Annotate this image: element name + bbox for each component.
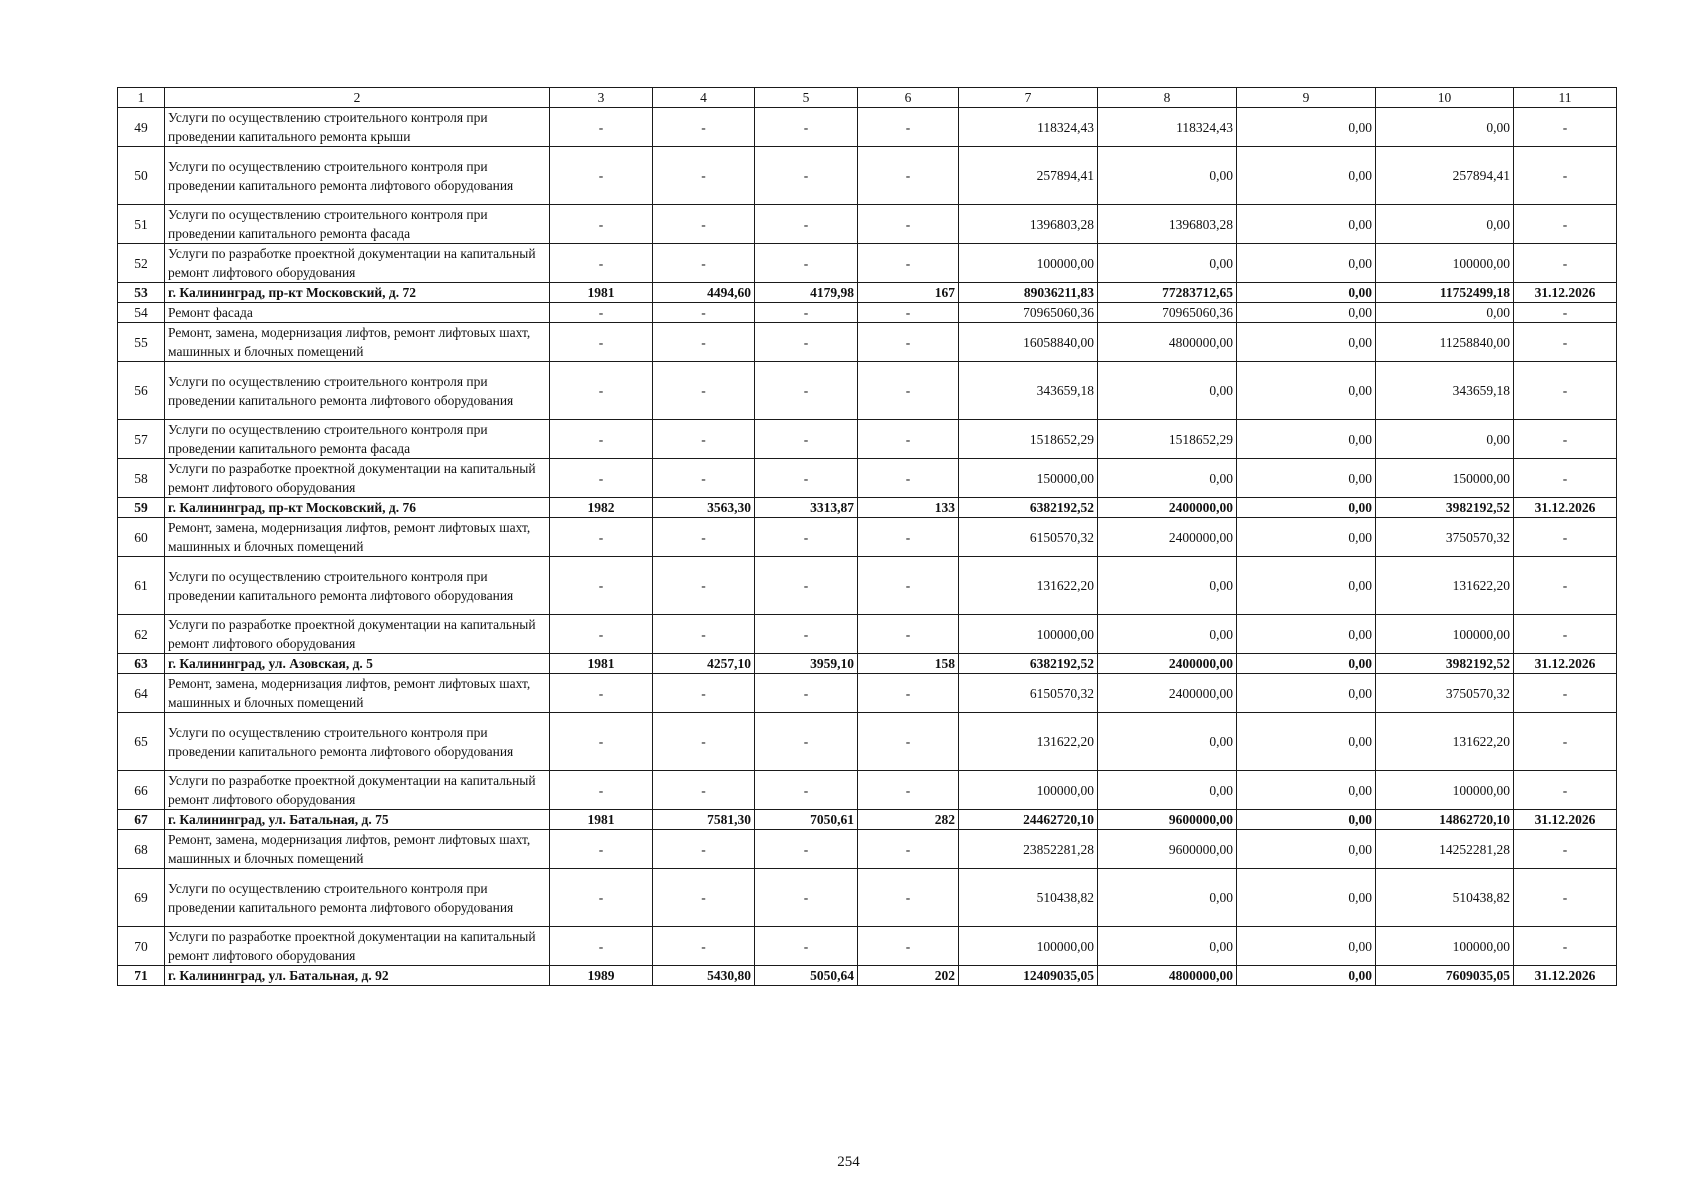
amount-cell: 0,00 (1237, 674, 1376, 713)
amount-cell: 0,00 (1237, 108, 1376, 147)
empty-cell: - (1514, 713, 1617, 771)
amount-cell: 0,00 (1237, 323, 1376, 362)
empty-cell: - (550, 459, 653, 498)
address-cell: г. Калининград, ул. Азовская, д. 5 (165, 654, 550, 674)
empty-cell: - (550, 713, 653, 771)
amount-cell: 0,00 (1237, 362, 1376, 420)
empty-cell: - (858, 674, 959, 713)
empty-cell: - (550, 147, 653, 205)
empty-cell: - (653, 674, 755, 713)
empty-cell: - (550, 362, 653, 420)
empty-cell: - (755, 869, 858, 927)
empty-cell: - (653, 830, 755, 869)
empty-cell: - (858, 713, 959, 771)
amount-cell: 0,00 (1237, 869, 1376, 927)
empty-cell: - (858, 205, 959, 244)
row-number: 63 (118, 654, 165, 674)
table-row (118, 869, 1617, 927)
amount-cell: 0,00 (1237, 303, 1376, 323)
amount-cell: 3313,87 (755, 498, 858, 518)
empty-cell: - (755, 244, 858, 283)
empty-cell: - (653, 557, 755, 615)
amount-cell: 2400000,00 (1098, 674, 1237, 713)
table-row (118, 108, 1617, 147)
work-description: Услуги по разработке проектной документации на капитальный ремонт лифтового оборудования (165, 244, 550, 283)
amount-cell: 100000,00 (959, 244, 1098, 283)
empty-cell: - (755, 713, 858, 771)
empty-cell: - (653, 420, 755, 459)
amount-cell: 150000,00 (959, 459, 1098, 498)
amount-cell: 257894,41 (959, 147, 1098, 205)
amount-cell: 4494,60 (653, 283, 755, 303)
amount-cell: 0,00 (1237, 966, 1376, 986)
work-description: Ремонт, замена, модернизация лифтов, ремонт лифтовых шахт, машинных и блочных помещений (165, 674, 550, 713)
empty-cell: - (755, 362, 858, 420)
work-description: Услуги по осуществлению строительного контроля при проведении капитального ремонта лифтового оборудования (165, 147, 550, 205)
table-row (118, 420, 1617, 459)
table-row (118, 557, 1617, 615)
amount-cell: 0,00 (1237, 810, 1376, 830)
empty-cell: - (653, 459, 755, 498)
amount-cell: 100000,00 (1376, 615, 1514, 654)
empty-cell: - (858, 459, 959, 498)
amount-cell: 6382192,52 (959, 498, 1098, 518)
amount-cell: 14252281,28 (1376, 830, 1514, 869)
row-number: 66 (118, 771, 165, 810)
empty-cell: - (653, 771, 755, 810)
column-number-2: 2 (165, 88, 550, 108)
amount-cell: 282 (858, 810, 959, 830)
table-row (118, 615, 1617, 654)
amount-cell: 118324,43 (1098, 108, 1237, 147)
row-number: 51 (118, 205, 165, 244)
amount-cell: 77283712,65 (1098, 283, 1237, 303)
amount-cell: 4179,98 (755, 283, 858, 303)
amount-cell: 14862720,10 (1376, 810, 1514, 830)
row-number: 50 (118, 147, 165, 205)
amount-cell: 0,00 (1098, 615, 1237, 654)
empty-cell: - (755, 323, 858, 362)
empty-cell: - (550, 557, 653, 615)
table-row (118, 713, 1617, 771)
work-description: Услуги по разработке проектной документации на капитальный ремонт лифтового оборудования (165, 615, 550, 654)
row-number: 56 (118, 362, 165, 420)
empty-cell: - (550, 518, 653, 557)
empty-cell: - (755, 771, 858, 810)
row-number: 53 (118, 283, 165, 303)
row-number: 60 (118, 518, 165, 557)
amount-cell: 0,00 (1237, 771, 1376, 810)
table-row (118, 927, 1617, 966)
amount-cell: 1396803,28 (959, 205, 1098, 244)
empty-cell: - (550, 869, 653, 927)
amount-cell: 0,00 (1098, 927, 1237, 966)
amount-cell: 131622,20 (1376, 557, 1514, 615)
column-number-3: 3 (550, 88, 653, 108)
amount-cell: 100000,00 (959, 615, 1098, 654)
amount-cell: 100000,00 (1376, 244, 1514, 283)
empty-cell: - (858, 362, 959, 420)
amount-cell: 0,00 (1237, 615, 1376, 654)
empty-cell: - (653, 518, 755, 557)
address-cell: г. Калининград, ул. Батальная, д. 75 (165, 810, 550, 830)
amount-cell: 133 (858, 498, 959, 518)
amount-cell: 0,00 (1376, 108, 1514, 147)
empty-cell: - (755, 830, 858, 869)
amount-cell: 6382192,52 (959, 654, 1098, 674)
amount-cell: 131622,20 (959, 713, 1098, 771)
amount-cell: 0,00 (1098, 713, 1237, 771)
row-number: 55 (118, 323, 165, 362)
empty-cell: - (550, 303, 653, 323)
amount-cell: 0,00 (1237, 147, 1376, 205)
work-description: Ремонт, замена, модернизация лифтов, ремонт лифтовых шахт, машинных и блочных помещений (165, 323, 550, 362)
amount-cell: 0,00 (1237, 518, 1376, 557)
empty-cell: - (858, 303, 959, 323)
empty-cell: - (550, 205, 653, 244)
address-row (118, 810, 1617, 830)
year-built: 1982 (550, 498, 653, 518)
amount-cell: 510438,82 (1376, 869, 1514, 927)
address-row (118, 498, 1617, 518)
column-number-1: 1 (118, 88, 165, 108)
amount-cell: 0,00 (1237, 830, 1376, 869)
empty-cell: - (1514, 303, 1617, 323)
amount-cell: 7050,61 (755, 810, 858, 830)
amount-cell: 5050,64 (755, 966, 858, 986)
amount-cell: 9600000,00 (1098, 830, 1237, 869)
year-built: 1981 (550, 654, 653, 674)
amount-cell: 131622,20 (1376, 713, 1514, 771)
empty-cell: - (653, 927, 755, 966)
empty-cell: - (1514, 205, 1617, 244)
empty-cell: - (653, 362, 755, 420)
work-description: Ремонт фасада (165, 303, 550, 323)
row-number: 57 (118, 420, 165, 459)
empty-cell: - (755, 420, 858, 459)
work-description: Услуги по разработке проектной документации на капитальный ремонт лифтового оборудования (165, 459, 550, 498)
amount-cell: 0,00 (1098, 459, 1237, 498)
amount-cell: 3982192,52 (1376, 498, 1514, 518)
amount-cell: 100000,00 (1376, 771, 1514, 810)
column-number-header-row (118, 88, 1617, 108)
empty-cell: - (858, 869, 959, 927)
amount-cell: 16058840,00 (959, 323, 1098, 362)
empty-cell: - (755, 459, 858, 498)
table-row (118, 518, 1617, 557)
amount-cell: 6150570,32 (959, 674, 1098, 713)
amount-cell: 1396803,28 (1098, 205, 1237, 244)
amount-cell: 1518652,29 (1098, 420, 1237, 459)
year-built: 1981 (550, 810, 653, 830)
completion-date: 31.12.2026 (1514, 654, 1617, 674)
completion-date: 31.12.2026 (1514, 498, 1617, 518)
amount-cell: 202 (858, 966, 959, 986)
amount-cell: 3959,10 (755, 654, 858, 674)
amount-cell: 100000,00 (959, 771, 1098, 810)
empty-cell: - (550, 108, 653, 147)
empty-cell: - (653, 303, 755, 323)
work-description: Услуги по осуществлению строительного контроля при проведении капитального ремонта лифтового оборудования (165, 557, 550, 615)
table-row (118, 244, 1617, 283)
row-number: 69 (118, 869, 165, 927)
row-number: 59 (118, 498, 165, 518)
amount-cell: 4257,10 (653, 654, 755, 674)
work-description: Услуги по разработке проектной документации на капитальный ремонт лифтового оборудования (165, 771, 550, 810)
empty-cell: - (550, 615, 653, 654)
amount-cell: 158 (858, 654, 959, 674)
row-number: 61 (118, 557, 165, 615)
table-row (118, 362, 1617, 420)
empty-cell: - (858, 108, 959, 147)
amount-cell: 7609035,05 (1376, 966, 1514, 986)
column-number-8: 8 (1098, 88, 1237, 108)
amount-cell: 11752499,18 (1376, 283, 1514, 303)
amount-cell: 0,00 (1098, 362, 1237, 420)
empty-cell: - (755, 557, 858, 615)
empty-cell: - (1514, 244, 1617, 283)
column-number-10: 10 (1376, 88, 1514, 108)
work-description: Услуги по осуществлению строительного контроля при проведении капитального ремонта лифтового оборудования (165, 713, 550, 771)
empty-cell: - (755, 303, 858, 323)
amount-cell: 167 (858, 283, 959, 303)
row-number: 67 (118, 810, 165, 830)
amount-cell: 6150570,32 (959, 518, 1098, 557)
amount-cell: 0,00 (1098, 771, 1237, 810)
column-number-11: 11 (1514, 88, 1617, 108)
empty-cell: - (755, 205, 858, 244)
amount-cell: 70965060,36 (1098, 303, 1237, 323)
amount-cell: 1518652,29 (959, 420, 1098, 459)
row-number: 54 (118, 303, 165, 323)
empty-cell: - (755, 518, 858, 557)
empty-cell: - (550, 244, 653, 283)
address-cell: г. Калининград, пр-кт Московский, д. 72 (165, 283, 550, 303)
amount-cell: 0,00 (1098, 557, 1237, 615)
amount-cell: 7581,30 (653, 810, 755, 830)
amount-cell: 4800000,00 (1098, 966, 1237, 986)
work-description: Услуги по осуществлению строительного контроля при проведении капитального ремонта фасада (165, 205, 550, 244)
column-number-4: 4 (653, 88, 755, 108)
empty-cell: - (1514, 108, 1617, 147)
address-cell: г. Калининград, пр-кт Московский, д. 76 (165, 498, 550, 518)
empty-cell: - (858, 771, 959, 810)
amount-cell: 70965060,36 (959, 303, 1098, 323)
empty-cell: - (653, 615, 755, 654)
capital-repair-table (117, 87, 1617, 986)
amount-cell: 4800000,00 (1098, 323, 1237, 362)
empty-cell: - (858, 147, 959, 205)
empty-cell: - (1514, 830, 1617, 869)
work-description: Услуги по осуществлению строительного контроля при проведении капитального ремонта крыши (165, 108, 550, 147)
amount-cell: 510438,82 (959, 869, 1098, 927)
amount-cell: 0,00 (1237, 205, 1376, 244)
work-description: Услуги по осуществлению строительного контроля при проведении капитального ремонта лифтового оборудования (165, 869, 550, 927)
amount-cell: 0,00 (1237, 713, 1376, 771)
empty-cell: - (1514, 869, 1617, 927)
empty-cell: - (1514, 615, 1617, 654)
amount-cell: 0,00 (1237, 927, 1376, 966)
empty-cell: - (1514, 557, 1617, 615)
row-number: 70 (118, 927, 165, 966)
empty-cell: - (858, 927, 959, 966)
empty-cell: - (550, 420, 653, 459)
table-row (118, 303, 1617, 323)
amount-cell: 3563,30 (653, 498, 755, 518)
amount-cell: 118324,43 (959, 108, 1098, 147)
empty-cell: - (858, 830, 959, 869)
table-row (118, 674, 1617, 713)
page-number: 254 (837, 1154, 860, 1170)
work-description: Услуги по осуществлению строительного контроля при проведении капитального ремонта лифтового оборудования (165, 362, 550, 420)
amount-cell: 343659,18 (1376, 362, 1514, 420)
amount-cell: 2400000,00 (1098, 654, 1237, 674)
amount-cell: 0,00 (1237, 654, 1376, 674)
table-row (118, 323, 1617, 362)
row-number: 58 (118, 459, 165, 498)
work-description: Ремонт, замена, модернизация лифтов, ремонт лифтовых шахт, машинных и блочных помещений (165, 830, 550, 869)
amount-cell: 9600000,00 (1098, 810, 1237, 830)
amount-cell: 5430,80 (653, 966, 755, 986)
amount-cell: 0,00 (1098, 147, 1237, 205)
row-number: 68 (118, 830, 165, 869)
empty-cell: - (858, 323, 959, 362)
amount-cell: 131622,20 (959, 557, 1098, 615)
empty-cell: - (550, 771, 653, 810)
amount-cell: 3750570,32 (1376, 674, 1514, 713)
empty-cell: - (550, 830, 653, 869)
amount-cell: 150000,00 (1376, 459, 1514, 498)
amount-cell: 0,00 (1237, 283, 1376, 303)
address-row (118, 283, 1617, 303)
completion-date: 31.12.2026 (1514, 283, 1617, 303)
amount-cell: 12409035,05 (959, 966, 1098, 986)
row-number: 62 (118, 615, 165, 654)
amount-cell: 2400000,00 (1098, 498, 1237, 518)
amount-cell: 0,00 (1376, 303, 1514, 323)
empty-cell: - (653, 147, 755, 205)
empty-cell: - (1514, 927, 1617, 966)
column-number-5: 5 (755, 88, 858, 108)
amount-cell: 0,00 (1098, 869, 1237, 927)
empty-cell: - (653, 713, 755, 771)
amount-cell: 2400000,00 (1098, 518, 1237, 557)
column-number-7: 7 (959, 88, 1098, 108)
empty-cell: - (653, 869, 755, 927)
row-number: 49 (118, 108, 165, 147)
amount-cell: 3982192,52 (1376, 654, 1514, 674)
amount-cell: 11258840,00 (1376, 323, 1514, 362)
empty-cell: - (755, 674, 858, 713)
empty-cell: - (653, 205, 755, 244)
amount-cell: 0,00 (1237, 498, 1376, 518)
amount-cell: 100000,00 (1376, 927, 1514, 966)
address-cell: г. Калининград, ул. Батальная, д. 92 (165, 966, 550, 986)
column-number-9: 9 (1237, 88, 1376, 108)
amount-cell: 0,00 (1098, 244, 1237, 283)
work-description: Услуги по разработке проектной документации на капитальный ремонт лифтового оборудования (165, 927, 550, 966)
empty-cell: - (1514, 362, 1617, 420)
amount-cell: 89036211,83 (959, 283, 1098, 303)
empty-cell: - (1514, 459, 1617, 498)
amount-cell: 0,00 (1376, 420, 1514, 459)
table-row (118, 771, 1617, 810)
row-number: 71 (118, 966, 165, 986)
amount-cell: 100000,00 (959, 927, 1098, 966)
year-built: 1981 (550, 283, 653, 303)
empty-cell: - (653, 108, 755, 147)
completion-date: 31.12.2026 (1514, 810, 1617, 830)
empty-cell: - (858, 615, 959, 654)
work-description: Услуги по осуществлению строительного контроля при проведении капитального ремонта фасада (165, 420, 550, 459)
amount-cell: 343659,18 (959, 362, 1098, 420)
amount-cell: 0,00 (1237, 557, 1376, 615)
year-built: 1989 (550, 966, 653, 986)
empty-cell: - (1514, 674, 1617, 713)
empty-cell: - (858, 557, 959, 615)
table-row (118, 459, 1617, 498)
amount-cell: 23852281,28 (959, 830, 1098, 869)
amount-cell: 0,00 (1237, 244, 1376, 283)
row-number: 65 (118, 713, 165, 771)
row-number: 52 (118, 244, 165, 283)
empty-cell: - (858, 420, 959, 459)
empty-cell: - (653, 244, 755, 283)
empty-cell: - (550, 927, 653, 966)
amount-cell: 24462720,10 (959, 810, 1098, 830)
amount-cell: 0,00 (1237, 420, 1376, 459)
empty-cell: - (653, 323, 755, 362)
column-number-6: 6 (858, 88, 959, 108)
empty-cell: - (1514, 147, 1617, 205)
empty-cell: - (755, 108, 858, 147)
work-description: Ремонт, замена, модернизация лифтов, ремонт лифтовых шахт, машинных и блочных помещений (165, 518, 550, 557)
completion-date: 31.12.2026 (1514, 966, 1617, 986)
amount-cell: 0,00 (1376, 205, 1514, 244)
table-row (118, 830, 1617, 869)
empty-cell: - (1514, 420, 1617, 459)
row-number: 64 (118, 674, 165, 713)
empty-cell: - (1514, 323, 1617, 362)
empty-cell: - (755, 615, 858, 654)
amount-cell: 3750570,32 (1376, 518, 1514, 557)
empty-cell: - (550, 674, 653, 713)
empty-cell: - (1514, 771, 1617, 810)
empty-cell: - (755, 927, 858, 966)
address-row (118, 654, 1617, 674)
empty-cell: - (858, 518, 959, 557)
amount-cell: 0,00 (1237, 459, 1376, 498)
empty-cell: - (550, 323, 653, 362)
address-row (118, 966, 1617, 986)
table-row (118, 205, 1617, 244)
empty-cell: - (858, 244, 959, 283)
amount-cell: 257894,41 (1376, 147, 1514, 205)
empty-cell: - (755, 147, 858, 205)
empty-cell: - (1514, 518, 1617, 557)
table-row (118, 147, 1617, 205)
